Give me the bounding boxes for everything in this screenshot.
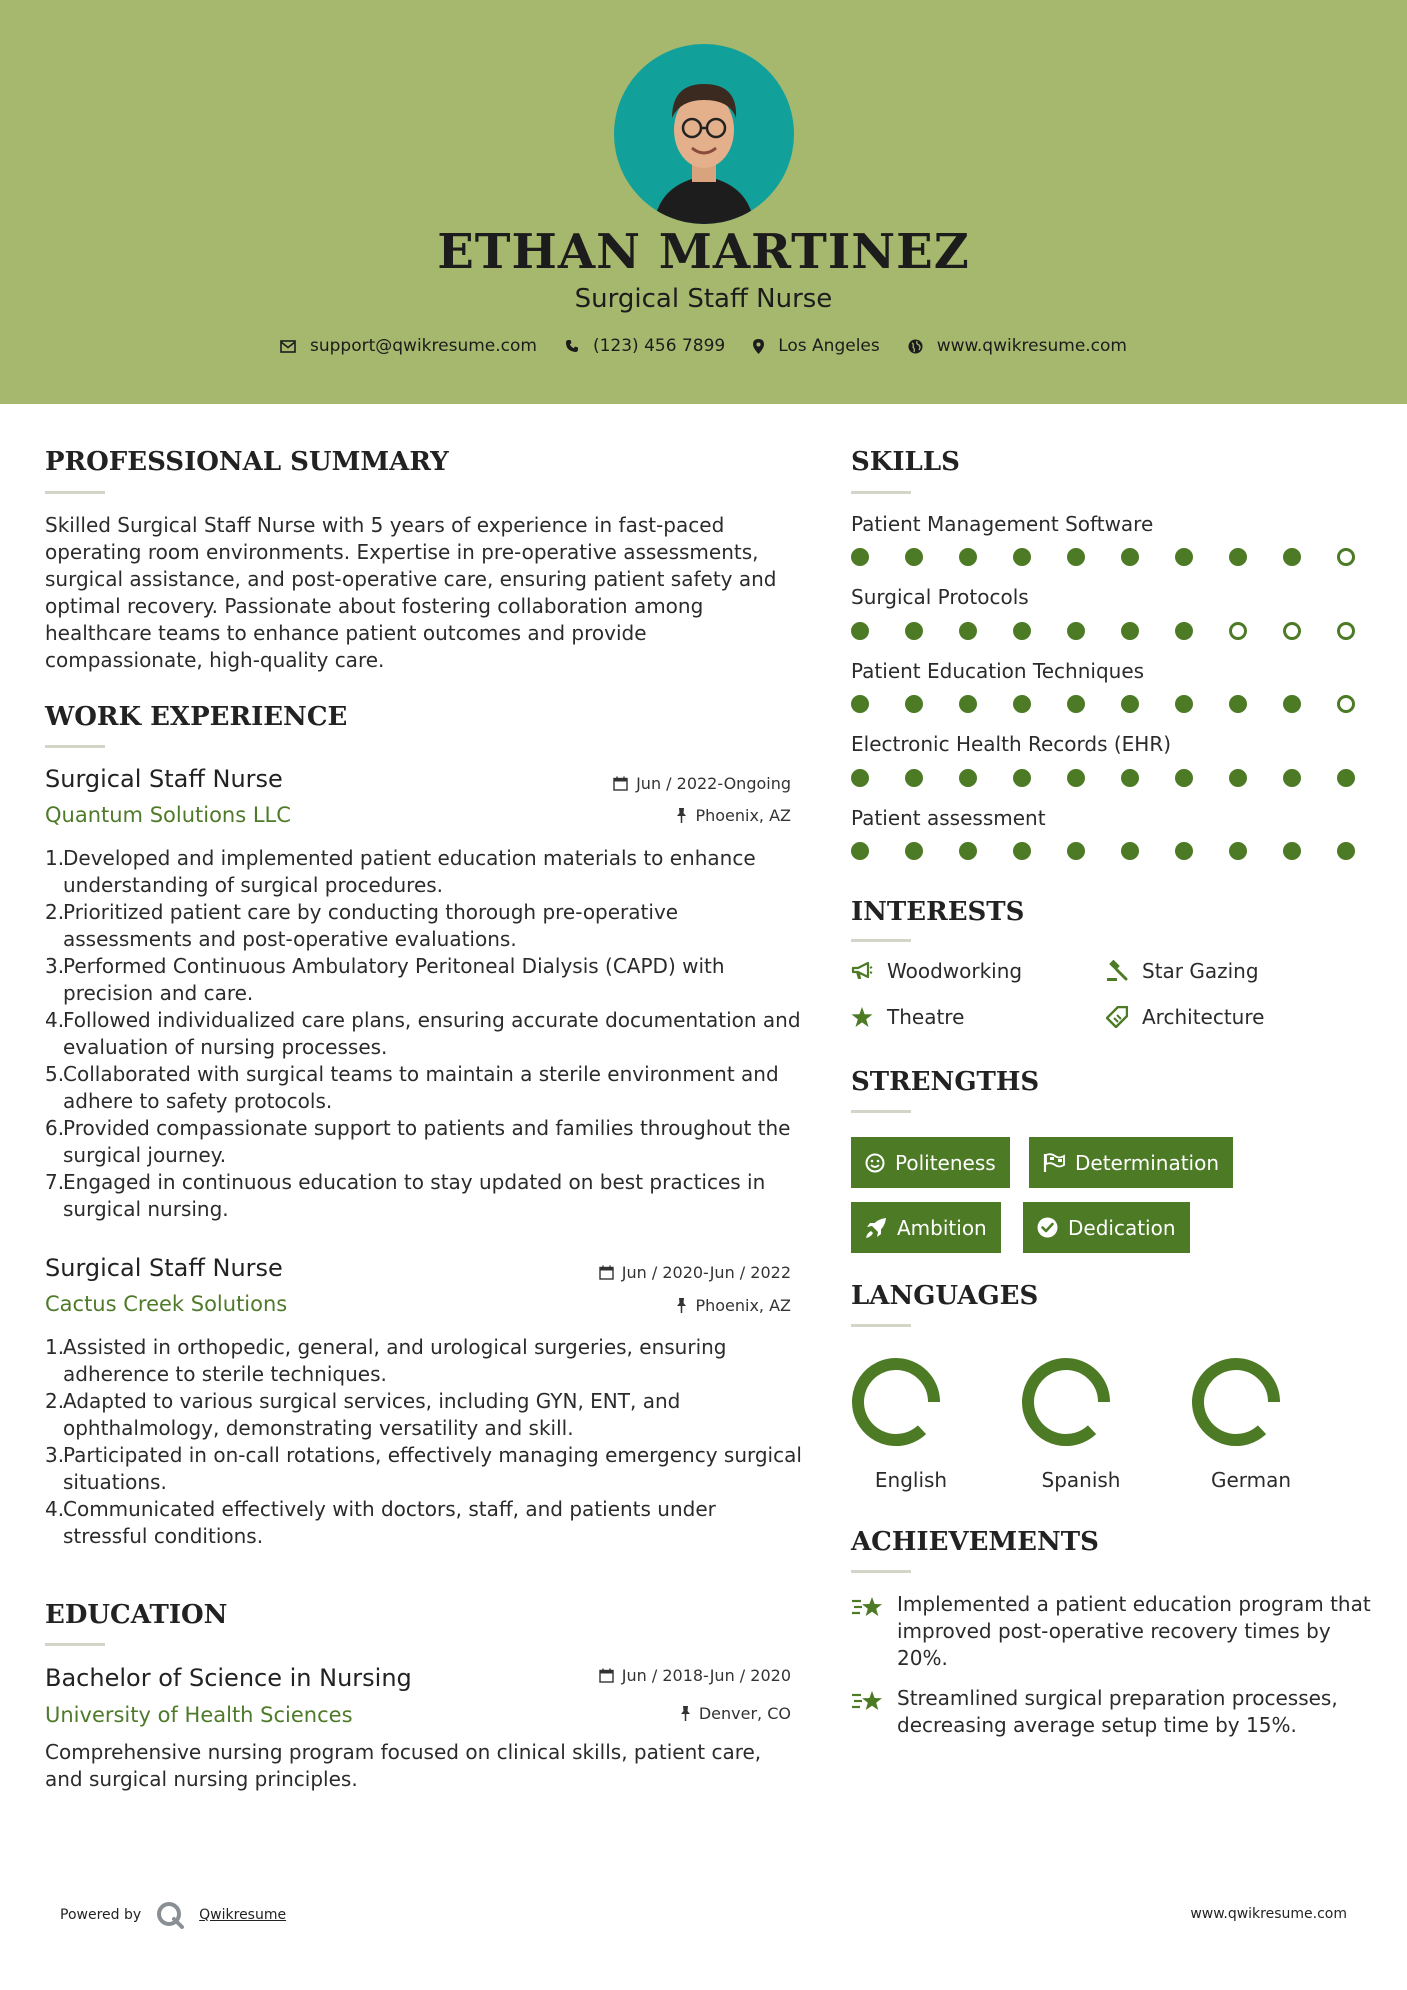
envelope-icon bbox=[280, 340, 296, 353]
profile-photo bbox=[614, 44, 794, 224]
calendar-icon bbox=[599, 1668, 614, 1683]
pushpin-icon bbox=[680, 1706, 691, 1721]
strengths-heading: STRENGTHS bbox=[851, 1067, 1040, 1097]
qwikresume-logo-icon bbox=[155, 1900, 185, 1930]
contact-phone-text: (123) 456 7899 bbox=[592, 336, 726, 356]
skill-dot-filled bbox=[1067, 695, 1085, 713]
skill-dot-filled bbox=[1121, 769, 1139, 787]
skill-dot-filled bbox=[1283, 548, 1301, 566]
language-item bbox=[1021, 1352, 1141, 1502]
skill-dot-filled bbox=[851, 842, 869, 860]
interests-divider bbox=[851, 939, 911, 942]
skill-dot-filled bbox=[1175, 842, 1193, 860]
skill-dot-filled bbox=[905, 548, 923, 566]
language-gauge-arc bbox=[858, 1364, 922, 1440]
candidate-name: ETHAN MARTINEZ bbox=[437, 224, 970, 280]
map-marker-icon bbox=[753, 339, 764, 354]
achievement-item bbox=[851, 1591, 1371, 1672]
education-location bbox=[500, 1704, 791, 1723]
skill-dot-filled bbox=[1067, 769, 1085, 787]
list-item: 5. Collaborated with surgical teams to maintain a sterile environment and adhere to safety protocols. bbox=[45, 1062, 779, 1113]
skill-dot-filled bbox=[1013, 769, 1031, 787]
skill-name: Surgical Protocols bbox=[851, 585, 1029, 609]
language-item bbox=[851, 1352, 971, 1502]
skill-dot-filled bbox=[1121, 548, 1139, 566]
skill-dot-filled bbox=[1337, 769, 1355, 787]
job-dates-text: Jun / 2020-Jun / 2022 bbox=[621, 1263, 791, 1282]
job-dates bbox=[500, 774, 791, 793]
contact-bar bbox=[0, 336, 1407, 356]
achievements-divider bbox=[851, 1570, 911, 1573]
megaphone-icon bbox=[851, 961, 873, 981]
summary-text: Skilled Surgical Staff Nurse with 5 years of experience in fast-paced operating room environments. Expertise in pre-operative assessments, surgical assistance, and post-operative care, ensuring patient safety and optimal recovery. Passionate about fostering collaboration among healthcare teams to enhance patient outcomes and provide compassionate, high-quality care. bbox=[45, 513, 777, 672]
pushpin-icon bbox=[676, 808, 687, 823]
skill-dot-filled bbox=[1013, 695, 1031, 713]
skill-dot-filled bbox=[1067, 622, 1085, 640]
header-banner bbox=[0, 0, 1407, 404]
skill-rating bbox=[851, 548, 1355, 568]
skill-dot-empty bbox=[1337, 695, 1355, 713]
job-location bbox=[500, 806, 791, 825]
strength-badge bbox=[1029, 1137, 1233, 1188]
interest-label: Theatre bbox=[887, 1005, 965, 1029]
job-title: Surgical Staff Nurse bbox=[45, 765, 283, 793]
job-location bbox=[500, 1296, 791, 1315]
contact-website-text: www.qwikresume.com bbox=[936, 336, 1127, 356]
skill-rating bbox=[851, 842, 1355, 862]
strengths-divider bbox=[851, 1110, 911, 1113]
skill-rating bbox=[851, 622, 1355, 642]
skill-dot-filled bbox=[1013, 842, 1031, 860]
education-location-text: Denver, CO bbox=[698, 1704, 791, 1723]
skill-name: Patient assessment bbox=[851, 806, 1046, 830]
footer-branding bbox=[60, 1900, 286, 1930]
degree-title: Bachelor of Science in Nursing bbox=[45, 1664, 412, 1692]
skill-dot-empty bbox=[1337, 548, 1355, 566]
list-item: 1. Assisted in orthopedic, general, and urological surgeries, ensuring adherence to sterile techniques. bbox=[45, 1335, 727, 1386]
list-item: 3. Performed Continuous Ambulatory Peritoneal Dialysis (CAPD) with precision and care. bbox=[45, 954, 725, 1005]
languages-divider bbox=[851, 1324, 911, 1327]
education-dates bbox=[500, 1666, 791, 1685]
candidate-title: Surgical Staff Nurse bbox=[574, 284, 833, 314]
contact-location-text: Los Angeles bbox=[778, 336, 880, 356]
skill-dot-filled bbox=[851, 695, 869, 713]
summary-divider bbox=[45, 491, 105, 494]
job-location-text: Phoenix, AZ bbox=[695, 806, 791, 825]
skill-rating bbox=[851, 769, 1355, 789]
summary-heading: PROFESSIONAL SUMMARY bbox=[45, 447, 449, 477]
language-label: German bbox=[1210, 1468, 1292, 1492]
skill-dot-filled bbox=[959, 548, 977, 566]
skill-dot-filled bbox=[1121, 842, 1139, 860]
powered-by-label: Powered by bbox=[60, 1907, 142, 1923]
skill-dot-filled bbox=[905, 769, 923, 787]
interest-item bbox=[851, 1005, 964, 1029]
interest-item bbox=[851, 959, 1022, 983]
job-title: Surgical Staff Nurse bbox=[45, 1254, 283, 1282]
skill-name: Patient Education Techniques bbox=[851, 659, 1145, 683]
achievement-item bbox=[851, 1685, 1371, 1739]
list-item: 2. Adapted to various surgical services, including GYN, ENT, and ophthalmology, demonstrating versatility and skill. bbox=[45, 1389, 681, 1440]
contact-phone[interactable] bbox=[565, 336, 725, 356]
language-gauge bbox=[851, 1352, 971, 1452]
calendar-icon bbox=[599, 1265, 614, 1280]
skill-dot-filled bbox=[1067, 548, 1085, 566]
interest-label: Star Gazing bbox=[1142, 959, 1259, 983]
languages-heading: LANGUAGES bbox=[851, 1281, 1039, 1311]
skill-dot-filled bbox=[1229, 548, 1247, 566]
skill-dot-filled bbox=[1283, 695, 1301, 713]
interest-item bbox=[1106, 1005, 1264, 1029]
pushpin-icon bbox=[676, 1298, 687, 1313]
skill-dot-filled bbox=[905, 695, 923, 713]
contact-website[interactable] bbox=[908, 336, 1127, 356]
skill-dot-filled bbox=[1175, 769, 1193, 787]
contact-email-text: support@qwikresume.com bbox=[310, 336, 537, 356]
strength-badge bbox=[1023, 1202, 1190, 1253]
rocket-icon bbox=[865, 1217, 887, 1239]
education-heading: EDUCATION bbox=[45, 1600, 228, 1630]
skill-dot-filled bbox=[959, 695, 977, 713]
strength-label: Politeness bbox=[895, 1150, 996, 1175]
globe-icon bbox=[908, 339, 923, 354]
list-item: 4. Followed individualized care plans, ensuring accurate documentation and evaluation of nursing processes. bbox=[45, 1008, 801, 1059]
skill-dot-filled bbox=[1121, 622, 1139, 640]
job-dates-text: Jun / 2022-Ongoing bbox=[636, 774, 791, 793]
skill-dot-filled bbox=[959, 769, 977, 787]
skill-dot-filled bbox=[1229, 842, 1247, 860]
footer-website[interactable]: www.qwikresume.com bbox=[1190, 1906, 1347, 1922]
skill-dot-filled bbox=[851, 769, 869, 787]
strength-label: Ambition bbox=[897, 1215, 987, 1240]
language-gauge-arc bbox=[896, 1364, 934, 1402]
check-circle-icon bbox=[1037, 1217, 1058, 1238]
skill-dot-filled bbox=[1283, 769, 1301, 787]
skill-dot-filled bbox=[959, 622, 977, 640]
experience-divider bbox=[45, 745, 105, 748]
avatar bbox=[614, 44, 794, 224]
skill-dot-filled bbox=[1013, 622, 1031, 640]
education-description: Comprehensive nursing program focused on clinical skills, patient care, and surgical nursing principles. bbox=[45, 1740, 762, 1791]
skill-dot-filled bbox=[1229, 695, 1247, 713]
skill-dot-filled bbox=[1013, 548, 1031, 566]
skill-dot-empty bbox=[1229, 622, 1247, 640]
qwikresume-link[interactable]: Qwikresume bbox=[199, 1907, 287, 1923]
shooting-star-icon bbox=[851, 1593, 885, 1621]
language-gauge bbox=[1191, 1352, 1311, 1452]
skill-rating bbox=[851, 695, 1355, 715]
job-company: Quantum Solutions LLC bbox=[45, 803, 291, 827]
language-item bbox=[1191, 1352, 1311, 1502]
language-label: Spanish bbox=[1041, 1468, 1121, 1492]
language-gauge-arc bbox=[1028, 1364, 1092, 1440]
skill-dot-filled bbox=[1175, 695, 1193, 713]
strength-badge bbox=[851, 1202, 1001, 1253]
interest-label: Architecture bbox=[1142, 1005, 1265, 1029]
experience-heading: WORK EXPERIENCE bbox=[45, 702, 348, 732]
calendar-icon bbox=[613, 776, 628, 791]
flag-icon bbox=[1043, 1153, 1065, 1173]
smile-icon bbox=[865, 1153, 885, 1173]
list-item: 6. Provided compassionate support to patients and families throughout the surgical journey. bbox=[45, 1116, 791, 1167]
skill-dot-filled bbox=[959, 842, 977, 860]
interests-heading: INTERESTS bbox=[851, 897, 1025, 927]
skill-dot-empty bbox=[1283, 622, 1301, 640]
job-responsibilities bbox=[45, 1334, 805, 1550]
list-item: 3. Participated in on-call rotations, effectively managing emergency surgical situations. bbox=[45, 1443, 802, 1494]
list-item: 1. Developed and implemented patient education materials to enhance understanding of surgical procedures. bbox=[45, 846, 756, 897]
education-divider bbox=[45, 1643, 105, 1646]
skill-dot-filled bbox=[851, 548, 869, 566]
language-gauge-arc bbox=[1198, 1364, 1262, 1440]
skill-dot-filled bbox=[1121, 695, 1139, 713]
skills-divider bbox=[851, 491, 911, 494]
language-gauge bbox=[1021, 1352, 1141, 1452]
strength-badge bbox=[851, 1137, 1010, 1188]
skill-name: Electronic Health Records (EHR) bbox=[851, 732, 1172, 756]
phone-icon bbox=[565, 339, 579, 353]
skill-dot-filled bbox=[1283, 842, 1301, 860]
language-gauge-arc bbox=[1236, 1364, 1274, 1402]
achievement-text: Implemented a patient education program that improved post-operative recovery times by 20%. bbox=[897, 1592, 1371, 1670]
job-dates bbox=[500, 1263, 791, 1282]
interest-label: Woodworking bbox=[887, 959, 1023, 983]
skill-dot-filled bbox=[1067, 842, 1085, 860]
list-item: 4. Communicated effectively with doctors, staff, and patients under stressful conditions. bbox=[45, 1497, 716, 1548]
skill-dot-filled bbox=[1175, 548, 1193, 566]
language-label: English bbox=[874, 1468, 948, 1492]
job-location-text: Phoenix, AZ bbox=[695, 1296, 791, 1315]
interest-item bbox=[1106, 959, 1259, 983]
list-item: 2. Prioritized patient care by conducting thorough pre-operative assessments and post-operative evaluations. bbox=[45, 900, 679, 951]
skills-heading: SKILLS bbox=[851, 447, 960, 477]
achievements-heading: ACHIEVEMENTS bbox=[851, 1527, 1099, 1557]
achievement-text: Streamlined surgical preparation processes, decreasing average setup time by 15%. bbox=[897, 1686, 1338, 1737]
shooting-star-icon bbox=[851, 1687, 885, 1715]
star-icon bbox=[851, 1007, 873, 1028]
skill-dot-filled bbox=[905, 622, 923, 640]
skill-dot-filled bbox=[905, 842, 923, 860]
skill-dot-filled bbox=[851, 622, 869, 640]
strength-label: Dedication bbox=[1068, 1215, 1176, 1240]
skill-dot-filled bbox=[1175, 622, 1193, 640]
school-name: University of Health Sciences bbox=[45, 1703, 353, 1727]
tag-icon bbox=[1106, 1006, 1128, 1028]
skill-name: Patient Management Software bbox=[851, 512, 1154, 536]
strength-label: Determination bbox=[1075, 1150, 1220, 1175]
skill-dot-filled bbox=[1337, 842, 1355, 860]
skill-dot-empty bbox=[1337, 622, 1355, 640]
language-gauge-arc bbox=[1066, 1364, 1104, 1402]
job-company: Cactus Creek Solutions bbox=[45, 1292, 288, 1316]
education-dates-text: Jun / 2018-Jun / 2020 bbox=[621, 1666, 791, 1685]
job-responsibilities bbox=[45, 845, 805, 1223]
contact-email[interactable] bbox=[280, 336, 537, 356]
gavel-icon bbox=[1106, 960, 1128, 982]
contact-location bbox=[753, 336, 880, 356]
list-item: 7. Engaged in continuous education to stay updated on best practices in surgical nursing. bbox=[45, 1170, 766, 1221]
skill-dot-filled bbox=[1229, 769, 1247, 787]
